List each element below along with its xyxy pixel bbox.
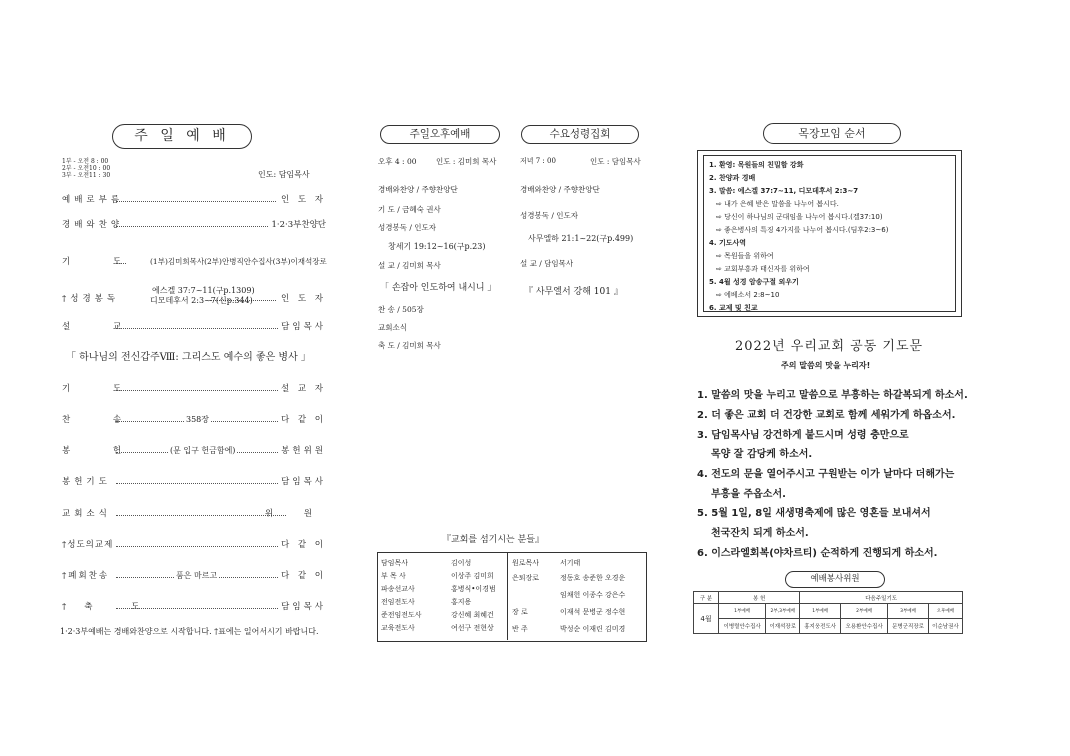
row-right: 1·2·3부찬양단: [271, 220, 326, 230]
service-sub: 2부,3부예배: [766, 604, 800, 619]
row-label: 예배로부름: [62, 195, 124, 205]
prayer-line: 3. 담임목사님 강건하게 붙드시며 성령 충만으로: [697, 430, 909, 441]
afternoon-scripture: 창세기 19:12~16(구p.23): [388, 242, 486, 251]
row-label: 경배와찬양: [62, 220, 124, 230]
staff-role: 원로목사: [512, 558, 540, 567]
row-label: 찬 송: [62, 415, 142, 425]
cell-order-title-box: [763, 123, 901, 144]
cell-order-title: 목장모임 순서: [798, 127, 866, 140]
staff-role: 부 목 사: [381, 571, 406, 580]
service-time-2: 2부 - 오전10 : 00: [62, 165, 111, 172]
row-mid: (1부)김미희목사(2부)안병직안수집사(3부)이재석장로: [148, 255, 329, 269]
wednesday-leader: 인도 : 담임목사: [590, 157, 641, 166]
service-head: 봉 헌: [719, 592, 800, 604]
prayer-line: 부흥을 주옵소서.: [711, 489, 786, 500]
order-item: 6. 교제 및 친교: [709, 304, 758, 312]
staff-row: [509, 556, 628, 569]
row-label: 교회소식: [62, 509, 111, 519]
staff-name: 박성순 이재린 김미경: [560, 624, 626, 633]
row-label: †성도의교제: [62, 540, 114, 550]
staff-name: 임채헌 이종수 강은수: [560, 590, 626, 599]
prayer-line: 4. 전도의 문을 열어주시고 구원받는 이가 날마다 더해가는: [697, 469, 955, 480]
staff-role: 전임전도사: [381, 597, 415, 606]
service-table: [693, 591, 963, 634]
scripture-1: 에스겔 37:7~11(구p.1309): [152, 286, 255, 295]
service-name: 이순남권사: [928, 619, 962, 634]
prayer-line: 6. 이스라엘회복(야차르티) 순적하게 진행되게 하소서.: [697, 548, 938, 559]
row-label: 기 도: [62, 384, 142, 394]
staff-name: 이상주 김미희: [451, 571, 494, 580]
afternoon-line: 찬 송 / 505장: [378, 305, 424, 314]
order-item: ⇨ 에베소서 2:8~10: [716, 291, 780, 299]
service-sub: 2부예배: [840, 604, 887, 619]
staff-name: 김이성: [451, 558, 472, 567]
staff-name: 홍지용: [451, 597, 472, 606]
scripture-2: 디모데후서 2:3~7(신p.344): [150, 296, 253, 305]
row-label: †폐회찬송: [62, 571, 110, 581]
order-item: 4. 기도사역: [709, 239, 747, 247]
row-right: 위 원: [264, 509, 326, 519]
order-row: [62, 538, 326, 552]
row-label: 봉 헌: [62, 446, 142, 456]
service-name: 문병군직장로: [888, 619, 929, 634]
row-right: 인 도 자: [280, 294, 326, 304]
service-sub: 1부예배: [800, 604, 841, 619]
row-mid: 358장: [184, 413, 211, 427]
afternoon-line: 성경봉독 / 인도자: [378, 223, 437, 232]
sermon-title: 「 하나님의 전신갑주Ⅷ: 그리스도 예수의 좋은 병사 」: [66, 352, 311, 363]
prayer-line: 천국잔치 되게 하소서.: [711, 528, 809, 539]
wednesday-scripture: 사무엘하 21:1~22(구p.499): [528, 234, 634, 243]
row-label: †축 도: [62, 602, 158, 612]
afternoon-line: 경배와찬양 / 주향찬양단: [378, 185, 458, 194]
staff-row: [378, 621, 499, 634]
prayer-title: 2022년 우리교회 공동 기도문: [735, 339, 924, 354]
afternoon-time: 오후 4 : 00: [378, 157, 417, 166]
service-sub-row: [694, 604, 963, 619]
service-times: [62, 158, 110, 179]
row-right: 담임목사: [281, 322, 326, 332]
wednesday-sermon: 『 사무엘서 강해 101 』: [524, 287, 623, 297]
row-label: 봉헌기도: [62, 477, 111, 487]
service-head: 구 분: [694, 592, 719, 604]
staff-name: 강신혜 최혜건: [451, 610, 494, 619]
order-row: [62, 444, 326, 458]
staff-row: [509, 603, 628, 620]
footnote: 1·2·3부예배는 경배와찬양으로 시작합니다. †표에는 일어서시기 바랍니다.: [60, 627, 319, 636]
order-item: 3. 말씀: 에스겔 37:7~11, 디모데후서 2:3~7: [709, 187, 859, 195]
staff-role: 준전임전도사: [381, 610, 422, 619]
row-right: 담임목사: [281, 477, 326, 487]
staff-role: 은퇴장로: [512, 573, 540, 582]
afternoon-sermon: 「 손잡아 인도하여 내시니 」: [380, 283, 497, 293]
order-row: [62, 600, 326, 614]
service-name: 홍지웅전도사: [800, 619, 841, 634]
row-label: 설 교: [62, 322, 142, 332]
staff-role: 담임목사: [381, 558, 409, 567]
order-item: ⇨ 교회부흥과 태신자를 위하여: [716, 265, 810, 273]
staff-title: 『교회를 섬기시는 분들』: [442, 535, 544, 545]
staff-row: [378, 569, 499, 582]
staff-role: 반 주: [512, 624, 528, 633]
afternoon-title-box: [380, 125, 500, 144]
afternoon-line: 설 교 / 김미희 목사: [378, 261, 441, 270]
staff-row: [378, 608, 499, 621]
service-name: 이재석장로: [766, 619, 800, 634]
order-item: ⇨ 좋은병사의 특징 4가지를 나누어 봅시다.(딤후2:3~6): [716, 226, 889, 234]
main-service-leader: 인도: 담임목사: [258, 170, 310, 179]
afternoon-leader: 인도 : 김미희 목사: [436, 157, 497, 166]
row-right: 다 같 이: [280, 540, 326, 550]
row-right: 설 교 자: [280, 384, 326, 394]
afternoon-line: 기 도 / 금혜숙 권사: [378, 205, 441, 214]
staff-role: [509, 586, 557, 603]
staff-table-left: [378, 556, 499, 634]
staff-name: 홍병식•이경범: [451, 584, 496, 593]
service-title-box: [785, 571, 885, 588]
order-row: [62, 218, 326, 232]
service-head-row: [694, 592, 963, 604]
order-row: [62, 569, 326, 583]
afternoon-line: 축 도 / 김미희 목사: [378, 341, 441, 350]
staff-name: 여선구 전현상: [451, 623, 494, 632]
service-sub: 1부예배: [719, 604, 766, 619]
staff-role: 파송선교사: [381, 584, 415, 593]
staff-name: 이재석 문병군 정수현: [560, 607, 626, 616]
row-right: 다 같 이: [280, 415, 326, 425]
staff-table-right: [509, 556, 628, 637]
wednesday-line: 성경봉독 / 인도자: [520, 211, 579, 220]
service-head: 다음주일기도: [800, 592, 963, 604]
order-item: ⇨ 당신이 하나님의 군대임을 나누어 봅시다.(겔37:10): [716, 213, 883, 221]
order-row: [62, 193, 326, 207]
service-time-1: 1부 - 오전 8 : 00: [62, 158, 109, 165]
row-mid: 품은 마르고: [174, 569, 219, 583]
service-name-row: [694, 619, 963, 634]
order-row: [62, 255, 326, 269]
afternoon-title: 주일오후예배: [409, 128, 471, 140]
wednesday-line: 설 교 / 담임목사: [520, 259, 574, 268]
main-service-title-box: [112, 124, 252, 149]
row-right: 봉헌위원: [281, 446, 326, 456]
order-row: [62, 320, 326, 334]
service-sub: 오후예배: [928, 604, 962, 619]
order-row: [62, 507, 326, 521]
staff-role: 장 로: [512, 607, 528, 616]
wednesday-line: 경배와찬양 / 주향찬양단: [520, 185, 600, 194]
order-item: ⇨ 내가 은혜 받은 말씀을 나누어 봅시다.: [716, 200, 839, 208]
service-name: 이병렬안수집사: [719, 619, 766, 634]
scripture-refs: [150, 286, 255, 306]
row-right: 담임목사: [281, 602, 326, 612]
staff-name: 서기태: [560, 558, 581, 567]
row-right: 인 도 자: [280, 195, 326, 205]
staff-row: [509, 620, 628, 637]
order-item: 5. 4월 성경 암송구절 외우기: [709, 278, 799, 286]
afternoon-line: 교회소식: [378, 323, 407, 332]
order-row: [62, 382, 326, 396]
service-time-3: 3부 - 오전11 : 30: [62, 172, 111, 179]
staff-role: 교육전도사: [381, 623, 415, 632]
staff-row: [378, 556, 499, 569]
prayer-line: 5. 5월 1일, 8일 새생명축제에 많은 영혼들 보내셔서: [697, 508, 931, 519]
staff-row: [378, 582, 499, 595]
order-item: 2. 찬양과 경배: [709, 174, 756, 182]
wednesday-time: 저녁 7 : 00: [520, 157, 556, 165]
prayer-line: 목양 잘 감당케 하소서.: [711, 449, 813, 460]
row-label: 기 도: [62, 257, 142, 267]
row-label: †성경봉독: [62, 294, 120, 304]
staff-divider: [507, 552, 508, 640]
staff-name: 정동호 송준한 오경운: [560, 573, 626, 582]
service-month: 4월: [694, 604, 719, 634]
row-right: 다 같 이: [280, 571, 326, 581]
order-item: 1. 환영: 목원들의 친밀함 강화: [709, 161, 804, 169]
prayer-subtitle: 주의 말씀의 맛을 누리자!: [781, 361, 871, 370]
service-name: 오용환안수집사: [840, 619, 887, 634]
main-service-title: 주 일 예 배: [134, 128, 230, 144]
staff-row: [378, 595, 499, 608]
wednesday-title: 수요성령집회: [549, 128, 611, 140]
wednesday-title-box: [521, 125, 639, 144]
staff-row: [509, 586, 628, 603]
service-sub: 3부예배: [888, 604, 929, 619]
row-mid: (문 입구 헌금함에): [168, 444, 237, 458]
prayer-line: 2. 더 좋은 교회 더 건강한 교회로 함께 세워가게 하옵소서.: [697, 410, 956, 421]
order-row: [62, 475, 326, 489]
order-item: ⇨ 목원들을 위하여: [716, 252, 774, 260]
order-row: [62, 413, 326, 427]
staff-row: [509, 569, 628, 586]
prayer-line: 1. 말씀의 맛을 누리고 말씀으로 부흥하는 하갈복되게 하소서.: [697, 390, 968, 401]
service-title: 예배봉사위원: [810, 574, 860, 584]
